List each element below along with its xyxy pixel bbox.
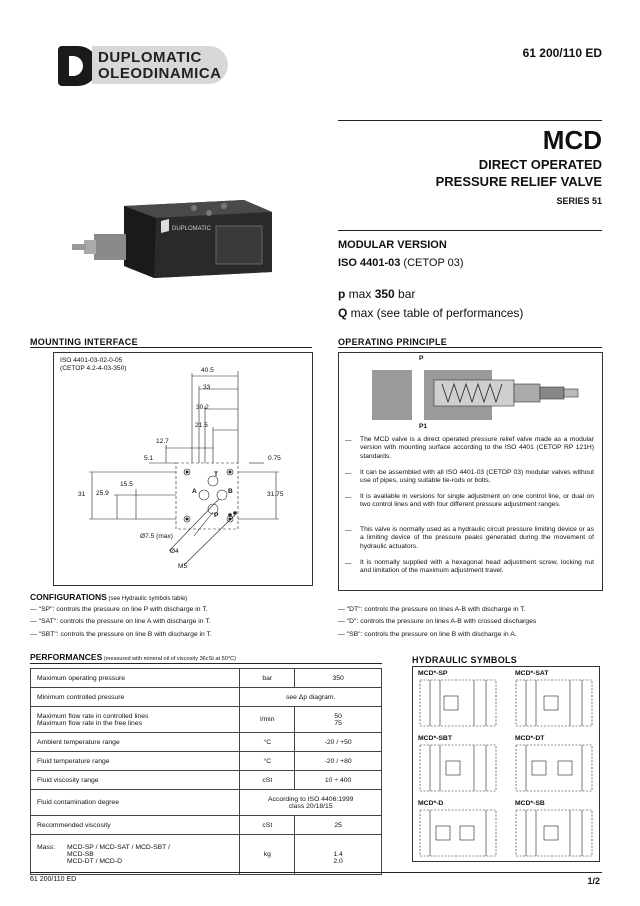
- symbol-sbt-label: MCD*-SBT: [418, 735, 452, 742]
- principle-port-p: P: [419, 355, 424, 362]
- table-row: Fluid contamination degree According to ISO 4406:1999 class 20/18/15: [31, 790, 382, 816]
- dim-m5: M5: [178, 563, 188, 570]
- principle-bullet-2: It can be assembled with all ISO 4401-03 (CETOP 03) modular valves without use of pipes, using suitable tie-rods or bolts.: [360, 469, 594, 485]
- iso-line: [338, 257, 464, 269]
- title-line2: PRESSURE RELIEF VALVE: [435, 174, 602, 189]
- principle-rule: [338, 347, 602, 348]
- symbol-sat-label: MCD*-SAT: [515, 670, 549, 677]
- model-title: MCD: [542, 125, 602, 155]
- configurations-title: [30, 592, 187, 602]
- dim-31-75: 31.75: [267, 491, 284, 498]
- symbol-d-drawing: [420, 810, 496, 856]
- dim-0-75: 0.75: [268, 455, 281, 462]
- port-p: P: [214, 512, 219, 519]
- dim-40-5: 40.5: [201, 367, 214, 374]
- configurations-note: (see Hydraulic symbols table): [106, 596, 188, 602]
- dim-30-2: 30.2: [196, 404, 209, 411]
- p-max: max: [345, 287, 375, 301]
- principle-port-p1: P1: [419, 423, 428, 430]
- table-row: Maximum operating pressure bar 350: [31, 669, 382, 688]
- table-row: Maximum flow rate in controlled lines Maximum flow rate in the free lines l/min 50 75: [31, 707, 382, 733]
- table-row: Mass: MCD-SP / MCD-SAT / MCD-SBT / MCD-SB MCD-DT / MCD-D kg 1.4 2.0: [31, 835, 382, 875]
- logo-line2: OLEODINAMICA: [98, 65, 222, 82]
- dim-31: 31: [78, 491, 86, 498]
- dim-7-5-max: Ø7.5 (max): [140, 533, 173, 540]
- symbol-sbt-drawing: [420, 745, 496, 791]
- footer-code: 61 200/110 ED: [30, 876, 77, 883]
- p-label: p: [338, 287, 346, 301]
- performances-table: [30, 668, 382, 875]
- logo-line1: DUPLOMATIC: [98, 49, 202, 66]
- symbol-sb-label: MCD*-SB: [515, 800, 545, 807]
- q-text: max (see table of performances): [347, 306, 524, 320]
- footer-rule: [30, 872, 602, 873]
- dim-21-5: 21.5: [195, 422, 208, 429]
- principle-bullet-5: It is normally supplied with a hexagonal head adjustment screw, locking nut and limitation of the maximum adjustment travel.: [360, 559, 594, 575]
- mounting-svg: [54, 353, 310, 583]
- symbol-dt-drawing: [516, 745, 592, 791]
- mounting-std2: (CETOP 4.2-4-03-350): [60, 365, 127, 372]
- series: SERIES 51: [556, 196, 602, 206]
- dim-15-5: 15.5: [120, 481, 133, 488]
- dim-5-1: 5.1: [144, 455, 154, 462]
- p-unit: bar: [394, 287, 416, 301]
- principle-bullet-3: It is available in versions for single adjustment on one control line, or dual on two control lines and with four different pressure adjustment ranges.: [360, 493, 594, 509]
- performances-note: (measured with mineral oil of viscosity 36cSt at 50°C): [102, 656, 237, 662]
- port-t: T: [214, 471, 219, 478]
- version-rule: [338, 230, 602, 231]
- dim-12-7: 12.7: [156, 438, 169, 445]
- photo-brand: DUPLOMATIC: [172, 226, 211, 232]
- dim-25-9: 25.9: [96, 490, 109, 497]
- principle-bullet-4: This valve is normally used as a hydraulic circuit pressure limiting device or as a limiting device of the pressure peaks generated during the movement of hydraulic actuators.: [360, 526, 594, 550]
- symbol-sp-drawing: [420, 680, 496, 726]
- valve-section-drawing: [372, 362, 592, 432]
- configurations-heading: CONFIGURATIONS: [30, 592, 107, 602]
- mounting-std1: ISO 4401-03-02-0-05: [60, 357, 123, 364]
- dim-33: 33: [203, 384, 211, 391]
- symbol-d-label: MCD*-D: [418, 800, 444, 807]
- symbol-sat-drawing: [516, 680, 592, 726]
- dim-4: Ø4: [170, 548, 179, 555]
- table-row: Fluid temperature range °C -20 / +80: [31, 752, 382, 771]
- port-a: A: [192, 488, 197, 495]
- symbol-sp-label: MCD*-SP: [418, 670, 448, 677]
- iso-code: ISO 4401-03: [338, 257, 401, 269]
- principle-heading: OPERATING PRINCIPLE: [338, 337, 448, 347]
- table-row: Minimum controlled pressure see Δp diagram.: [31, 688, 382, 707]
- table-row: Recommended viscosity cSt 25: [31, 816, 382, 835]
- p-value: 350: [374, 287, 395, 301]
- hydraulic-diagrams: [412, 666, 600, 862]
- page-number: 1/2: [587, 876, 600, 886]
- performances-rule: [30, 663, 382, 664]
- doc-code: 61 200/110 ED: [522, 46, 602, 60]
- config-d: — "D": controls the pressure on lines A-B with crossed discharges: [338, 618, 537, 625]
- modular-version: MODULAR VERSION: [338, 239, 447, 251]
- symbol-sb-drawing: [516, 810, 592, 856]
- product-photo: [64, 186, 294, 286]
- performances-heading: PERFORMANCES: [30, 652, 103, 662]
- q-label: Q: [338, 306, 348, 320]
- performances-title: [30, 652, 236, 662]
- mounting-heading: MOUNTING INTERFACE: [30, 337, 138, 347]
- config-sb: — "SB": controls the pressure on line B with discharge in A.: [338, 631, 517, 638]
- iso-cetop: (CETOP 03): [400, 257, 464, 269]
- table-row: Ambient temperature range °C -20 / +50: [31, 733, 382, 752]
- title-line1: DIRECT OPERATED: [478, 157, 602, 172]
- flow-line: [338, 306, 523, 320]
- config-sat: — "SAT": controls the pressure on line A with discharge in T.: [30, 618, 211, 625]
- port-b: B: [228, 488, 233, 495]
- config-dt: — "DT": controls the pressure on lines A-B with discharge in T.: [338, 606, 526, 613]
- pressure-line: [338, 287, 415, 301]
- symbol-dt-label: MCD*-DT: [515, 735, 545, 742]
- title-rule: [338, 120, 602, 121]
- hydraulic-heading: HYDRAULIC SYMBOLS: [412, 655, 518, 665]
- principle-bullet-1: The MCD valve is a direct operated pressure relief valve made as a modular version with mounting surface according to the ISO 4401 (CETOP RP 121H) standards.: [360, 436, 594, 460]
- config-sp: — "SP": controls the pressure on line P with discharge in T.: [30, 606, 208, 613]
- config-sbt: — "SBT": controls the pressure on line B with discharge in T.: [30, 631, 212, 638]
- mounting-rule: [30, 347, 312, 348]
- table-row: Fluid viscosity range cSt 10 ÷ 400: [31, 771, 382, 790]
